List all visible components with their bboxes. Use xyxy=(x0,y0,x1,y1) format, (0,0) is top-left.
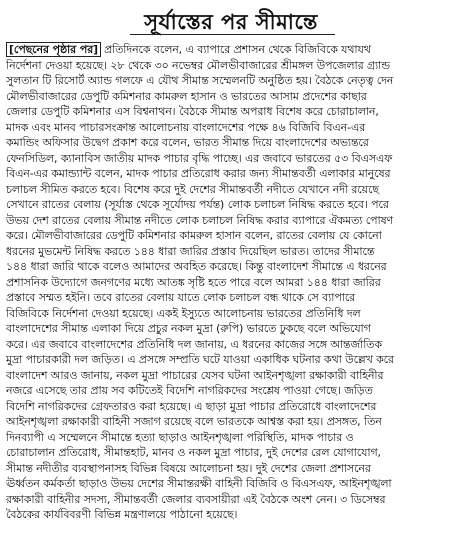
article-line: [পেছনের পৃষ্ঠার পর] প্রতিদিনকে বলেন, এ ব্যাপারে প্রশাসন থেকে বিজিবিকে যথাযথ xyxy=(6,42,456,58)
article-line: মাদক এবং মানব পাচারসংক্রান্ত আলোচনায় বাংলাদেশের পক্ষে ৪৬ বিজিবি বিএন-এর xyxy=(6,120,366,134)
article-line: মুদ্রা পাচারকারী দল জড়িত। এ প্রসঙ্গে সম্প্রতি ঘটে যাওয়া একাধিক ঘটনার কথা উল্লেখ করে xyxy=(6,353,394,366)
article-line: উভয় দেশ রাতের বেলায় সীমান্ত নদীতে লোক চলাচল নিষিদ্ধ করার ব্যাপারে ঐকমত্য পোষণ xyxy=(6,213,394,227)
article-line: বাংলাদেশের সীমান্ত এলাকা দিয়ে প্রচুর নকল মুদ্রা (রুপি) ভারতে ঢুকছে বলে অভিযোগ xyxy=(6,322,371,335)
article-line: ফেনসিডিল, ক্যানাবিস জাতীয় মাদক পাচার বৃদ্ধি পাচ্ছে। এর জবাবে ভারতের ৫৩ বিএসএফ xyxy=(6,151,393,165)
article-line: বাংলাদেশ আরও জানায়, নকল মুদ্রা পাচারের যেসব ঘটনা আইনশৃঙ্খলা রক্ষাকারী বাহিনীর xyxy=(6,368,384,382)
article-line: চোরাচালান প্রতিরোধ, সীমান্তহাট, মানব ও নকল মুদ্রা পাচার, দুই দেশের রেল যোগাযোগ, xyxy=(6,446,381,459)
headline-underline xyxy=(130,34,335,35)
article-line: রক্ষাকারী বাহিনীর সদস্য, সীমান্তবর্তী জেলার ব্যবসায়ীরা এই বৈঠকে অংশ নেন। ৩ ডিসেম্বর xyxy=(6,492,386,506)
article-line: করে। মৌলভীবাজারের ডেপুটি কমিশনার কামরুল হাসান বলেন, রাতের বেলায় যে কোনো xyxy=(6,229,382,242)
article-line: চলাচল সীমিত করতে হবে। বিশেষ করে দুই দেশের সীমান্তবর্তী নদীতে যেখানে নদী রয়েছে xyxy=(6,182,379,196)
article-line: মৌলভীবাজারের ডেপুটি কমিশনার কামরুল হাসান ও ভারতের আসাম প্রদেশের কাছার xyxy=(6,89,367,103)
article-line: প্রশাসনিক উদ্যোগে জনগণের মধ্যে আতঙ্ক সৃষ্টি হতে পারে বলে আমরা ১৪৪ ধারা জারির xyxy=(6,275,381,289)
article-line: ধরনের মুভমেন্ট নিষিদ্ধ করতে ১৪৪ ধারা জারির প্রস্তাব দিয়েছিল ভারত। তাদের সীমান্তে xyxy=(6,244,375,258)
article-line: নির্দেশনা দেওয়া হয়েছে। ২৮ থেকে ৩০ নভেম্বর মৌলভীবাজারের শ্রীমঙ্গল উপজেলার গ্র্যান্ড xyxy=(6,58,390,72)
article-line: প্রস্তাবে সম্মত হইনি। তবে রাতের বেলায় যাতে লোক চলাচল বন্ধ থাকে সে ব্যাপারে xyxy=(6,291,356,304)
continued-from-label: [পেছনের পৃষ্ঠার পর] xyxy=(6,42,101,57)
article-line: বৈঠকের কার্যবিবরণী বিভিন্ন মন্ত্রণালয়ে পাঠানো হয়েছে। xyxy=(6,508,238,521)
article-line: দিনব্যাপী এ সম্মেলনে সীমান্তে হত্যা ছাড়াও আইনশৃঙ্খলা পরিস্থিতি, মাদক পাচার ও xyxy=(6,430,354,444)
article-line: বিদেশি নাগরিকদের গ্রেফতারও করা হয়েছে। এ ছাড়া মুদ্রা পাচার প্রতিরোধে বাংলাদেশের xyxy=(6,399,377,413)
article-line: বিজিবিকে নির্দেশনা দেওয়া হয়েছে। একই ইস্যুতে আলোচনায় ভারতের প্রতিনিধি দল xyxy=(6,306,361,320)
article-line: নজরে এসেছে তার প্রায় সব কটিতেই বিদেশি নাগরিকদের সংশ্লেষ পাওয়া গেছে। জড়িত xyxy=(6,384,373,397)
article-headline: সূর্যাস্তের পর সীমান্তে xyxy=(144,10,318,34)
article-line: জেলার ডেপুটি কমিশনার এস বিশ্বনাথন। বৈঠকে সীমান্ত অপরাধ বিশেষ করে চোরাচালান, xyxy=(6,105,379,118)
article-line: সুলতান টি রিসোর্ট অ্যান্ড গলফে এ যৌথ সীমান্ত সম্মেলনটি অনুষ্ঠিত হয়। বৈঠকে নেতৃত্ব দেন xyxy=(6,74,394,87)
article-line: কমান্ডিং অফিসার উদ্বেগ প্রকাশ করে বলেন, ভারত সীমান্ত দিয়ে বাংলাদেশের অভ্যন্তরে xyxy=(6,136,369,149)
article-line: সেখানে রাতের বেলায় (সূর্যাস্ত থেকে সূর্যোদয় পর্যন্ত) লোক চলাচল নিষিদ্ধ করতে হবে। পরে xyxy=(6,198,389,211)
article-line: বিএন-এর কমান্ড্যান্ট বলেন, মাদক পাচার প্রতিরোধ করার জন্য সীমান্তবর্তী এলাকার মানুষের xyxy=(6,167,391,180)
article-body xyxy=(6,42,456,523)
article-line: করে। এর জবাবে বাংলাদেশের প্রতিনিধি দল জানায়, এ ধরনের কাজের সঙ্গে আন্তর্জাতিক xyxy=(6,337,382,351)
article-line: সীমান্ত নদীতীর ব্যবস্থাপনাসহ বিভিন্ন বিষয়ে আলোচনা হয়। দুই দেশের জেলা প্রশাসনের xyxy=(6,461,371,475)
article-line: ঊর্ধ্বতন কর্মকর্তা ছাড়াও উভয় দেশের সীমান্তরক্ষী বাহিনী বিজিবি ও বিএসএফ, আইনশৃঙ্খলা xyxy=(6,477,392,490)
article-line: ১৪৪ ধারা জারি থাকে বলেও আমাদের অবহিত করেছে। কিন্তু বাংলাদেশ সীমান্তে এ ধরনের xyxy=(6,260,387,273)
article-line: আইনশৃঙ্খলা রক্ষাকারী বাহিনী সজাগ রয়েছে বলে ভারতকে আশ্বস্ত করা হয়। প্রসঙ্গত, তিন xyxy=(6,415,382,428)
